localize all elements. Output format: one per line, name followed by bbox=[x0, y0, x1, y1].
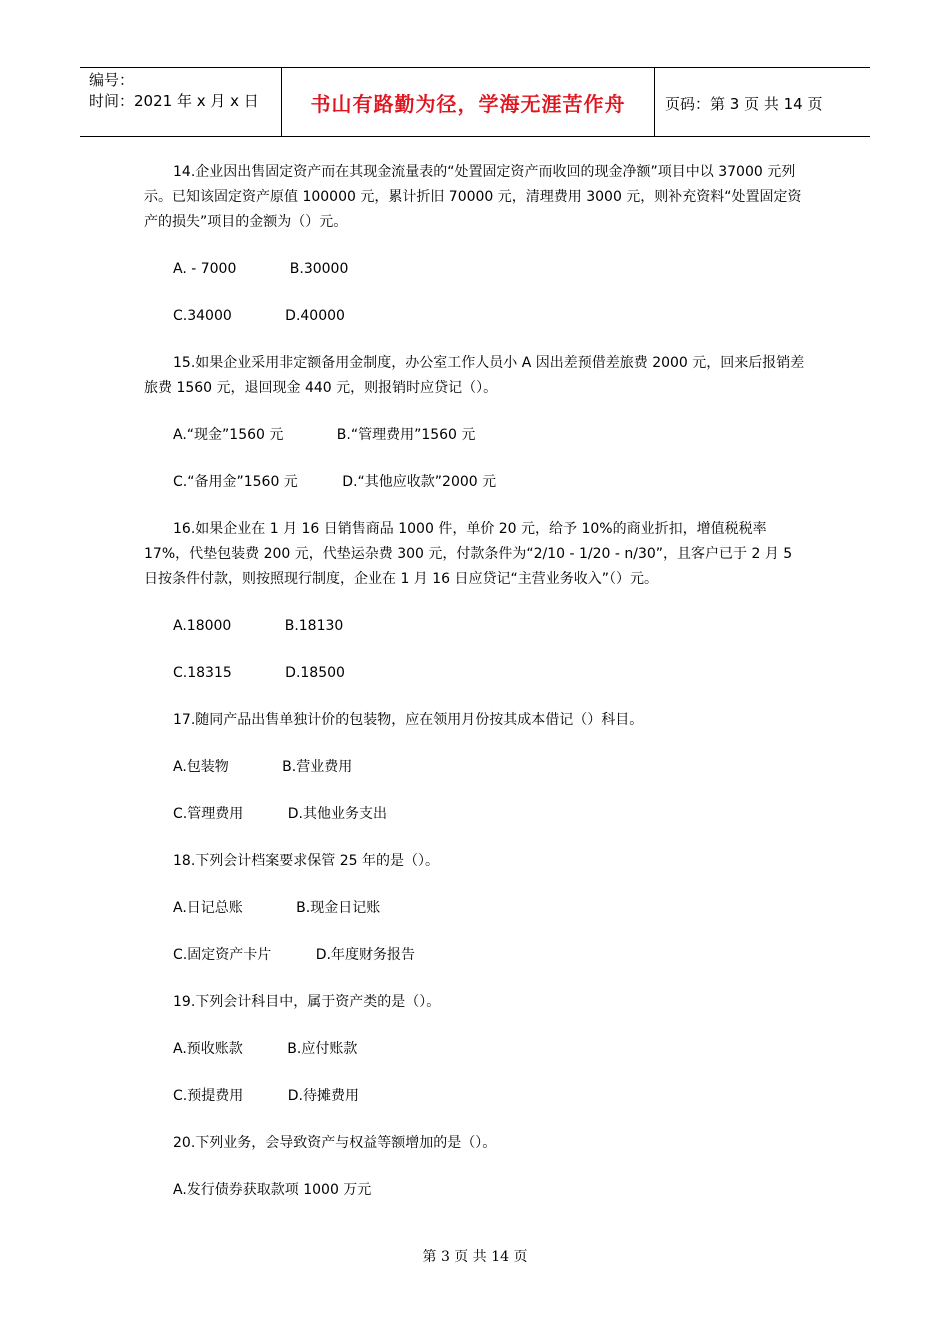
question-list bbox=[144, 160, 809, 1203]
question-options: A.预收账款 B.应付账款 bbox=[173, 1041, 358, 1057]
header-divider bbox=[654, 68, 655, 136]
question-options: C.18315 D.18500 bbox=[173, 665, 345, 681]
question-options: A.18000 B.18130 bbox=[173, 618, 344, 634]
question-text: 18.下列会计档案要求保管 25 年的是（）。 bbox=[173, 853, 439, 869]
question bbox=[144, 708, 809, 827]
question-options: C.管理费用 D.其他业务支出 bbox=[173, 806, 387, 822]
header-motto: 书山有路勤为径，学海无涯苦作舟 bbox=[310, 92, 626, 116]
question-options: A.日记总账 B.现金日记账 bbox=[173, 900, 381, 916]
question-text: 14.企业因出售固定资产而在其现金流量表的“处置固定资产而收回的现金净额”项目中以 37000 元列示。已知该固定资产原值 100000 元，累计折旧 70000 元，清理费用 3000 元，则补充资料“处置固定资产的损失”项目的金额为（）元。 bbox=[144, 164, 802, 230]
question-options: A.“现金”1560 元 B.“管理费用”1560 元 bbox=[173, 427, 476, 443]
question-text: 20.下列业务，会导致资产与权益等额增加的是（）。 bbox=[173, 1135, 497, 1151]
question-options: A.发行债券获取款项 1000 万元 bbox=[173, 1182, 372, 1198]
question-options: C.“备用金”1560 元 D.“其他应收款”2000 元 bbox=[173, 474, 497, 490]
question bbox=[144, 849, 809, 968]
header-meta bbox=[89, 70, 259, 112]
question-text: 15.如果企业采用非定额备用金制度，办公室工作人员小 A 因出差预借差旅费 2000 元，回来后报销差旅费 1560 元，退回现金 440 元，则报销时应贷记（）。 bbox=[144, 355, 805, 396]
question bbox=[144, 160, 809, 329]
question bbox=[144, 517, 809, 686]
question-options: C.34000 D.40000 bbox=[173, 308, 345, 324]
question-options: A.包装物 B.营业费用 bbox=[173, 759, 353, 775]
question-options: C.固定资产卡片 D.年度财务报告 bbox=[173, 947, 415, 963]
question-text: 17.随同产品出售单独计价的包装物，应在领用月份按其成本借记（）科目。 bbox=[173, 712, 644, 728]
question-options: A. - 7000 B.30000 bbox=[173, 261, 349, 277]
question bbox=[144, 351, 809, 495]
question-text: 16.如果企业在 1 月 16 日销售商品 1000 件，单价 20 元，给予 10%的商业折扣，增值税税率 17%，代垫包装费 200 元，代垫运杂费 300 元，付款条件为“2/10 - 1/20 - n/30”，且客户已于 2 月 5 日按条件付款，则按照现行制度，企业在 1 月 16 日应贷记“主营业务收入”（）元。 bbox=[144, 521, 793, 587]
question-text: 19.下列会计科目中，属于资产类的是（）。 bbox=[173, 994, 441, 1010]
question bbox=[144, 1131, 809, 1203]
question bbox=[144, 990, 809, 1109]
page-footer: 第 3 页 共 14 页 bbox=[422, 1249, 528, 1265]
header-page-info: 页码：第 3 页 共 14 页 bbox=[665, 95, 823, 113]
question-options: C.预提费用 D.待摊费用 bbox=[173, 1088, 359, 1104]
page-header bbox=[80, 67, 870, 137]
document-date-label: 时间：2021 年 x 月 x 日 bbox=[89, 92, 259, 110]
document-number-label: 编号： bbox=[89, 71, 135, 89]
